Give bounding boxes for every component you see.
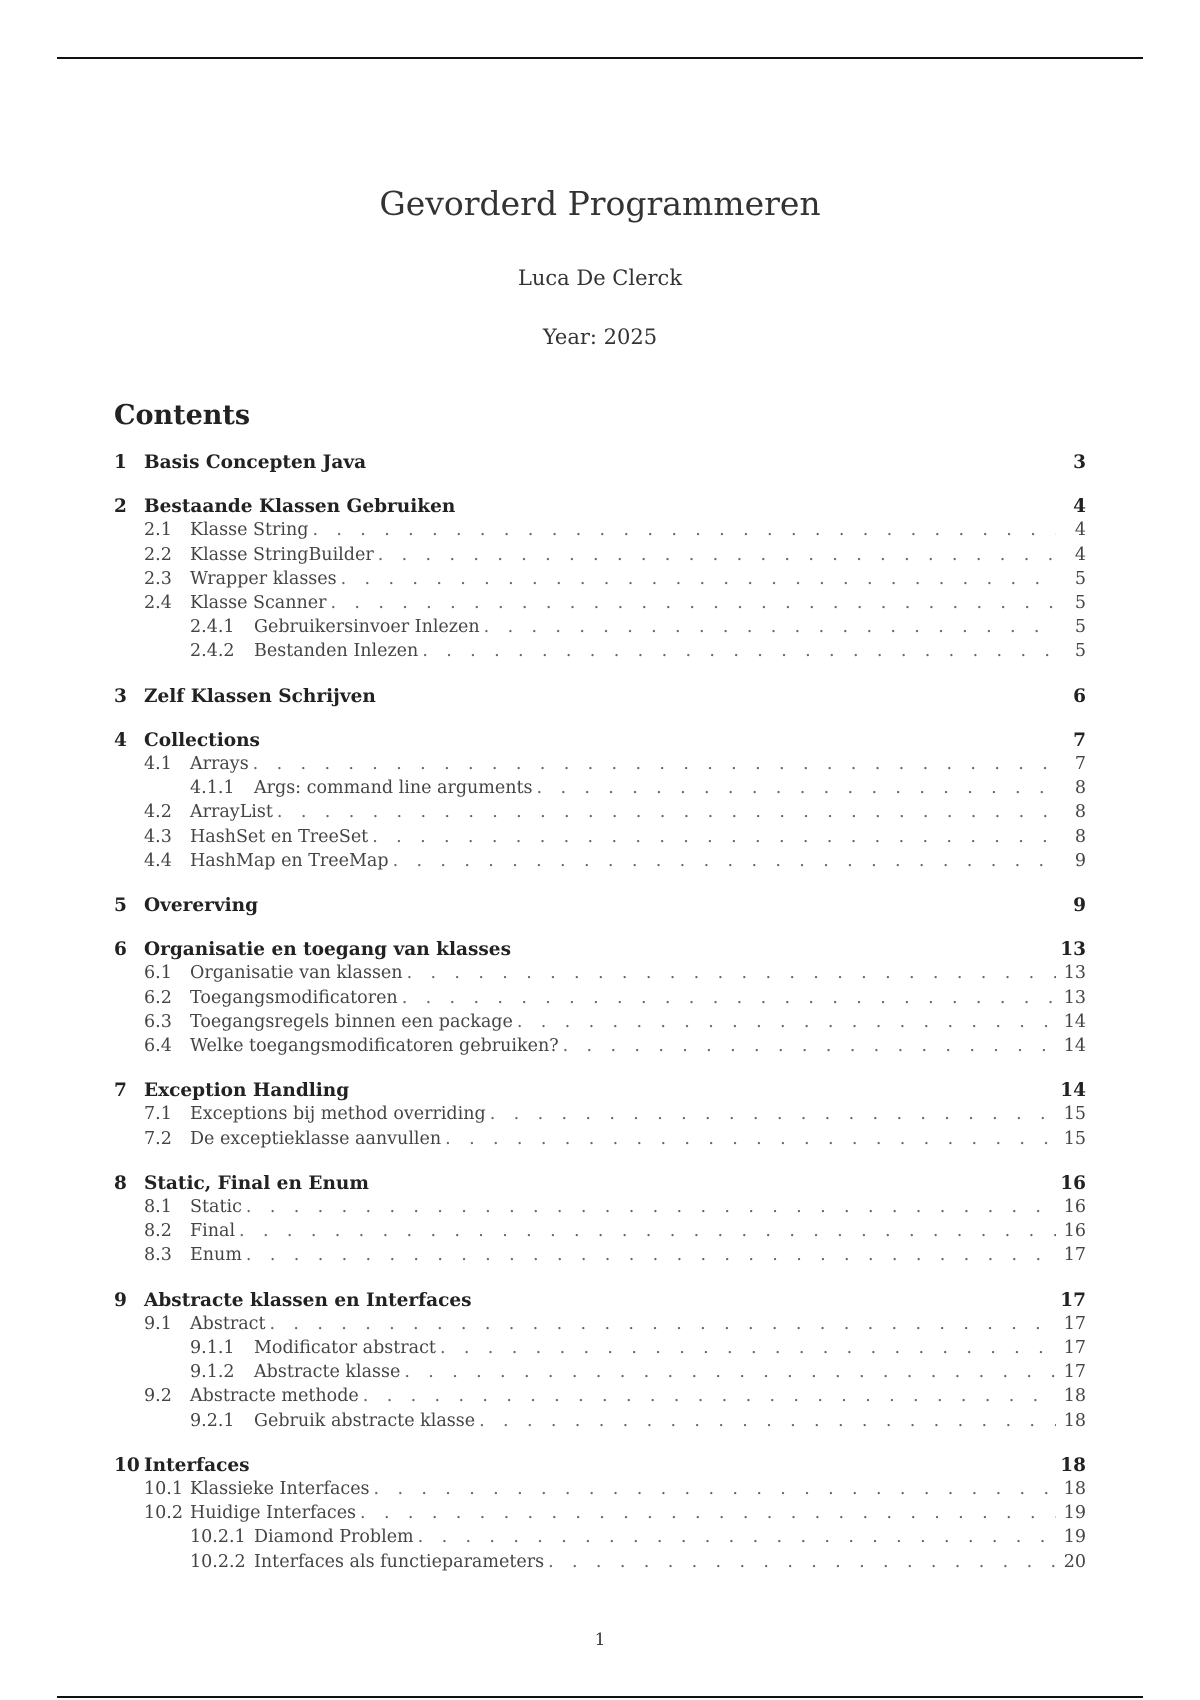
toc-entry-number: 9.2.1	[190, 1410, 235, 1431]
toc-entry-page: 13	[1060, 939, 1086, 961]
toc-entry[interactable]	[114, 545, 1086, 569]
bottom-rule	[57, 1696, 1143, 1698]
toc-entry-title: Zelf Klassen Schrijven	[144, 685, 376, 707]
toc-entry[interactable]	[114, 617, 1086, 641]
toc-entry-number: 4.1	[144, 754, 172, 774]
toc-entry-title: Abstracte methode	[190, 1386, 359, 1407]
toc-dot-leader	[404, 1362, 1056, 1382]
toc-dot-leader	[418, 1527, 1056, 1547]
toc-entry[interactable]	[114, 851, 1086, 875]
toc-dot-leader	[479, 1411, 1056, 1431]
toc-dot-leader	[374, 1479, 1056, 1499]
toc-entry-title: Overerving	[144, 895, 259, 916]
toc-entry-title: Organisatie en toegang van klasses	[144, 939, 511, 961]
toc-dot-leader	[378, 545, 1056, 565]
toc-entry-page: 18	[1063, 1410, 1086, 1431]
toc-dot-leader	[239, 1221, 1056, 1241]
toc-dot-leader	[277, 802, 1056, 822]
toc-entry[interactable]	[114, 1338, 1086, 1362]
toc-entry-number: 10.2	[144, 1503, 183, 1524]
toc-chapter-entry[interactable]	[114, 452, 1086, 476]
toc-chapter-entry[interactable]	[114, 1455, 1086, 1479]
toc-entry-number: 7.1	[144, 1104, 172, 1125]
toc-entry[interactable]	[114, 1129, 1086, 1153]
toc-entry-number: 9.2	[144, 1386, 172, 1407]
toc-entry-number: 2.4.2	[190, 641, 235, 662]
toc-entry[interactable]	[114, 827, 1086, 851]
toc-entry-title: Basis Concepten Java	[144, 452, 367, 473]
toc-entry-number: 7	[114, 1080, 127, 1102]
toc-entry-number: 10.2.1	[190, 1527, 246, 1548]
toc-entry-page: 17	[1060, 1289, 1086, 1311]
toc-entry-number: 8.3	[144, 1245, 172, 1266]
toc-entry[interactable]	[114, 1552, 1086, 1576]
toc-entry-title: ArrayList	[190, 802, 273, 823]
toc-entry-title: Klassieke Interfaces	[190, 1479, 370, 1499]
toc-dot-leader	[360, 1503, 1056, 1523]
toc-entry-title: Exceptions bij method overriding	[190, 1104, 486, 1125]
toc-entry-number: 4	[114, 729, 127, 751]
toc-entry[interactable]	[114, 1012, 1086, 1036]
toc-entry-page: 6	[1073, 685, 1086, 707]
toc-dot-leader	[246, 1197, 1056, 1217]
toc-entry-title: Modificator abstract	[254, 1338, 436, 1358]
toc-dot-leader	[445, 1129, 1056, 1149]
toc-entry-page: 8	[1074, 826, 1086, 847]
toc-entry[interactable]	[114, 1479, 1086, 1503]
toc-chapter-entry[interactable]	[114, 895, 1086, 919]
toc-entry-number: 10.1	[144, 1479, 183, 1499]
toc-entry-number: 2.3	[144, 568, 172, 589]
toc-dot-leader	[422, 641, 1056, 661]
document-year: Year: 2025	[542, 325, 658, 349]
toc-dot-leader	[490, 1104, 1056, 1124]
contents-heading: Contents	[114, 400, 251, 431]
toc-entry-page: 18	[1060, 1454, 1086, 1476]
toc-entry-number: 8.1	[144, 1197, 172, 1217]
toc-entry[interactable]	[114, 1362, 1086, 1386]
toc-entry-page: 16	[1060, 1172, 1086, 1194]
toc-entry[interactable]	[114, 520, 1086, 544]
toc-entry-page: 18	[1063, 1479, 1086, 1499]
toc-entry-title: Arrays	[190, 754, 249, 774]
toc-entry-page: 9	[1074, 850, 1086, 871]
toc-entry-title: Enum	[190, 1245, 242, 1266]
toc-entry-title: Bestanden Inlezen	[254, 641, 419, 662]
toc-entry[interactable]	[114, 1197, 1086, 1221]
toc-entry-page: 14	[1060, 1080, 1086, 1102]
toc-entry[interactable]	[114, 569, 1086, 593]
toc-dot-leader	[341, 569, 1056, 589]
toc-dot-leader	[330, 593, 1056, 613]
toc-entry-page: 7	[1074, 754, 1086, 774]
toc-entry-title: Toegangsmodificatoren	[190, 987, 398, 1008]
toc-chapter-entry[interactable]	[114, 939, 1086, 963]
toc-entry-page: 13	[1063, 963, 1086, 984]
toc-entry-page: 16	[1063, 1221, 1086, 1242]
toc-dot-leader	[440, 1338, 1056, 1358]
toc-dot-leader	[517, 1012, 1056, 1032]
toc-entry-number: 9	[114, 1289, 127, 1311]
toc-entry-number: 6	[114, 939, 127, 961]
toc-entry-title: Args: command line arguments	[254, 778, 533, 799]
document-author: Luca De Clerck	[517, 266, 683, 290]
toc-entry-number: 2.2	[144, 544, 172, 565]
toc-entry-title: Toegangsregels binnen een package	[190, 1011, 513, 1032]
toc-entry-page: 15	[1063, 1104, 1086, 1125]
toc-chapter-entry[interactable]	[114, 496, 1086, 520]
toc-entry-title: Abstract	[190, 1313, 266, 1334]
toc-entry-number: 5	[114, 895, 127, 916]
toc-entry[interactable]	[114, 1104, 1086, 1128]
toc-entry-number: 9.1	[144, 1313, 172, 1334]
toc-entry-number: 8	[114, 1172, 127, 1194]
toc-entry-title: Gebruik abstracte klasse	[254, 1410, 476, 1431]
toc-entry[interactable]	[114, 802, 1086, 826]
toc-dot-leader	[484, 617, 1056, 637]
toc-entry-number: 4.1.1	[190, 778, 235, 799]
toc-entry-page: 3	[1073, 452, 1086, 473]
toc-entry-page: 18	[1063, 1386, 1086, 1407]
toc-entry-number: 1	[114, 452, 127, 473]
toc-entry[interactable]	[114, 1503, 1086, 1527]
toc-chapter-entry[interactable]	[114, 1080, 1086, 1104]
document-title: Gevorderd Programmeren	[379, 184, 821, 223]
toc-entry-page: 16	[1063, 1197, 1086, 1217]
toc-chapter-entry[interactable]	[114, 1290, 1086, 1314]
toc-dot-leader	[402, 988, 1056, 1008]
toc-entry-number: 6.2	[144, 987, 172, 1008]
toc-entry-number: 10.2.2	[190, 1551, 246, 1572]
toc-entry-page: 4	[1074, 520, 1086, 541]
toc-entry-page: 17	[1063, 1362, 1086, 1383]
toc-entry-page: 15	[1063, 1128, 1086, 1149]
toc-dot-leader	[372, 827, 1056, 847]
toc-entry-number: 8.2	[144, 1221, 172, 1242]
toc-dot-leader	[253, 754, 1056, 774]
top-rule	[57, 57, 1143, 59]
toc-entry-number: 9.1.1	[190, 1338, 235, 1358]
toc-entry-title: Abstracte klassen en Interfaces	[144, 1289, 472, 1311]
toc-entry-page: 19	[1063, 1503, 1086, 1524]
toc-entry-number: 2.4	[144, 593, 172, 613]
toc-entry-number: 7.2	[144, 1128, 172, 1149]
toc-entry-number: 3	[114, 685, 127, 707]
toc-entry[interactable]	[114, 1411, 1086, 1435]
toc-entry-title: Klasse Scanner	[190, 593, 327, 613]
toc-dot-leader	[537, 778, 1056, 798]
toc-entry-page: 7	[1073, 729, 1086, 751]
toc-entry-title: Klasse StringBuilder	[190, 544, 374, 565]
toc-entry-page: 4	[1073, 496, 1086, 518]
toc-entry-page: 17	[1063, 1313, 1086, 1334]
toc-entry-title: Exception Handling	[144, 1080, 350, 1102]
toc-entry-page: 20	[1063, 1551, 1086, 1572]
toc-entry-number: 10	[114, 1454, 140, 1476]
toc-entry[interactable]	[114, 593, 1086, 617]
toc-entry[interactable]	[114, 1245, 1086, 1269]
toc-entry-page: 14	[1063, 1036, 1086, 1056]
toc-entry-page: 14	[1063, 1011, 1086, 1032]
toc-entry[interactable]	[114, 963, 1086, 987]
toc-entry-page: 8	[1074, 802, 1086, 823]
toc-entry-title: Collections	[144, 729, 260, 751]
toc-entry-number: 2.4.1	[190, 617, 235, 638]
toc-entry-page: 17	[1063, 1245, 1086, 1266]
toc-dot-leader	[270, 1314, 1057, 1334]
toc-entry-title: Interfaces	[144, 1454, 250, 1476]
toc-entry-page: 19	[1063, 1527, 1086, 1548]
toc-entry-page: 4	[1074, 544, 1086, 565]
toc-entry-title: Klasse String	[190, 520, 309, 541]
toc-entry-title: Final	[190, 1221, 236, 1242]
toc-entry[interactable]	[114, 778, 1086, 802]
toc-dot-leader	[548, 1552, 1056, 1572]
toc-entry-number: 6.4	[144, 1036, 172, 1056]
toc-entry-number: 6.1	[144, 963, 172, 984]
toc-entry-number: 2.1	[144, 520, 172, 541]
toc-entry-page: 13	[1063, 987, 1086, 1008]
toc-entry[interactable]	[114, 1221, 1086, 1245]
toc-chapter-entry[interactable]	[114, 1173, 1086, 1197]
toc-entry[interactable]	[114, 754, 1086, 778]
toc-entry-title: Abstracte klasse	[254, 1362, 401, 1383]
toc-dot-leader	[393, 851, 1056, 871]
toc-entry-title: Welke toegangsmodificatoren gebruiken?	[190, 1036, 559, 1056]
toc-dot-leader	[363, 1386, 1056, 1406]
toc-entry-title: Static, Final en Enum	[144, 1172, 369, 1194]
toc-entry-title: Static	[190, 1197, 242, 1217]
toc-entry-title: HashMap en TreeMap	[190, 850, 389, 871]
toc-entry-title: Huidige Interfaces	[190, 1503, 357, 1524]
toc-entry-title: Interfaces als functieparameters	[254, 1551, 545, 1572]
toc-entry[interactable]	[114, 1386, 1086, 1410]
toc-entry[interactable]	[114, 1036, 1086, 1060]
toc-entry-title: HashSet en TreeSet	[190, 826, 369, 847]
toc-entry-page: 9	[1073, 895, 1086, 916]
toc-entry-page: 5	[1074, 568, 1086, 589]
toc-entry[interactable]	[114, 641, 1086, 665]
toc-entry-page: 5	[1074, 641, 1086, 662]
toc-entry-page: 5	[1074, 593, 1086, 613]
toc-dot-leader	[407, 963, 1056, 983]
toc-entry-page: 17	[1063, 1338, 1086, 1358]
toc-entry[interactable]	[114, 1314, 1086, 1338]
toc-entry-title: Diamond Problem	[254, 1527, 414, 1548]
toc-entry-number: 4.3	[144, 826, 172, 847]
toc-entry-number: 4.4	[144, 850, 172, 871]
toc-entry-page: 8	[1074, 778, 1086, 799]
page-number: 1	[594, 1630, 606, 1650]
toc-entry-title: De exceptieklasse aanvullen	[190, 1128, 442, 1149]
toc-chapter-entry[interactable]	[114, 686, 1086, 710]
toc-entry-page: 5	[1074, 617, 1086, 638]
toc-entry-number: 4.2	[144, 802, 172, 823]
toc-dot-leader	[563, 1036, 1056, 1056]
toc-entry-number: 2	[114, 496, 127, 518]
toc-entry[interactable]	[114, 1527, 1086, 1551]
toc-chapter-entry[interactable]	[114, 730, 1086, 754]
toc-dot-leader	[312, 520, 1056, 540]
toc-dot-leader	[246, 1245, 1056, 1265]
toc-entry-title: Gebruikersinvoer Inlezen	[254, 617, 480, 638]
toc-entry-title: Organisatie van klassen	[190, 963, 403, 984]
toc-entry-number: 9.1.2	[190, 1362, 235, 1383]
toc-entry[interactable]	[114, 988, 1086, 1012]
toc-entry-title: Wrapper klasses	[190, 568, 337, 589]
toc-entry-number: 6.3	[144, 1011, 172, 1032]
toc-entry-title: Bestaande Klassen Gebruiken	[144, 496, 456, 518]
